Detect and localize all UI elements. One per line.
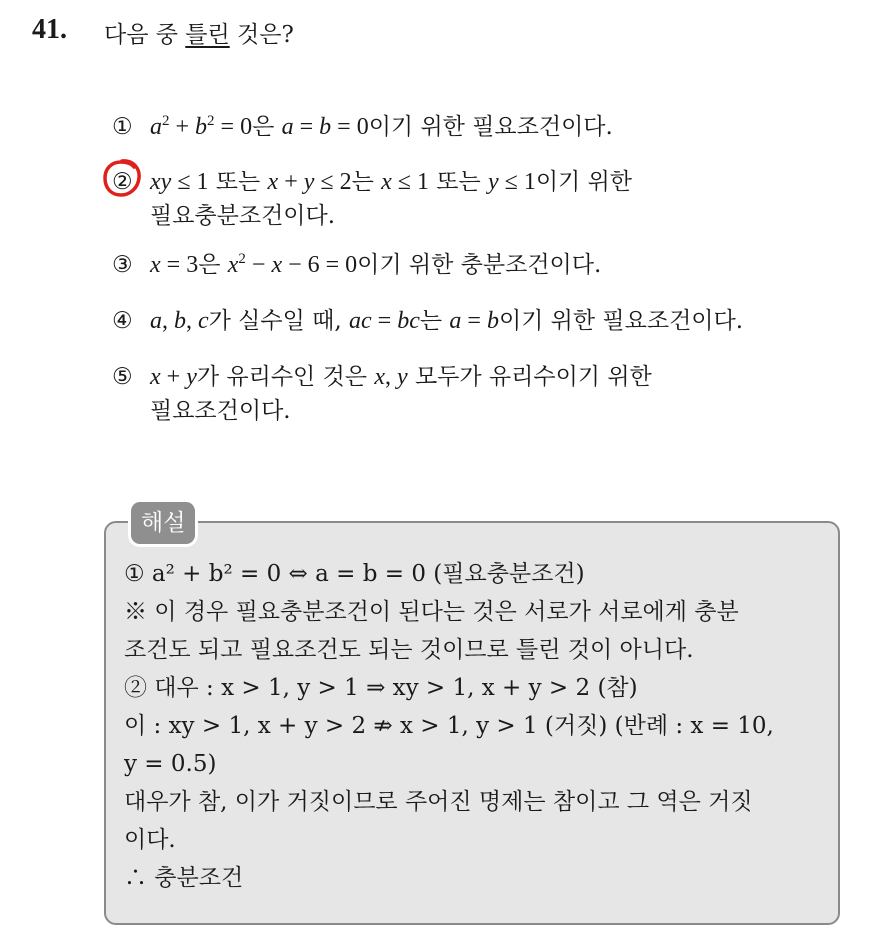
choice-number: ④ <box>112 308 133 334</box>
choice-text: 또는 <box>428 169 488 195</box>
choice-text: 이기 위한 충분조건이다. <box>357 252 602 278</box>
solution-line: 이 : xy > 1, x + y > 2 ⇏ x > 1, y > 1 (거짓) (반례 : x = 10, <box>124 713 774 739</box>
choice-math: x + y ≤ 2 <box>267 169 352 195</box>
choice-math: x, y <box>374 364 408 390</box>
choice-text: 이기 위한 필요조건이다. <box>368 114 613 140</box>
choice-math: a = b = 0 <box>281 114 369 140</box>
choice-text: 이기 위한 <box>535 169 633 195</box>
choice-5[interactable] <box>112 360 652 424</box>
choice-text: 이기 위한 필요조건이다. <box>498 308 744 334</box>
choice-number: ② <box>112 169 133 195</box>
question-number: 41. <box>32 14 67 45</box>
solution-line: 조건도 되고 필요조건도 되는 것이므로 틀린 것이 아니다. <box>124 637 694 663</box>
choice-math: ac = bc <box>349 308 420 334</box>
choice-math: x ≤ 1 <box>381 169 429 195</box>
choice-text: 는 <box>351 169 382 195</box>
choice-math: $a^2 + b^2 = 0$ <box>150 113 253 140</box>
choice-math: a, b, c <box>150 308 209 334</box>
choice-text: 또는 <box>208 169 268 195</box>
question-suffix: 것은? <box>229 22 294 48</box>
solution-line: y = 0.5) <box>124 751 217 777</box>
choice-number: ① <box>112 114 133 140</box>
question-prefix: 다음 중 <box>104 22 186 48</box>
choice-text: 은 <box>252 114 282 140</box>
choice-math: x + y <box>150 364 197 390</box>
choice-math: xy ≤ 1 <box>150 169 209 195</box>
solution-line: ※ 이 경우 필요충분조건이 된다는 것은 서로가 서로에게 충분 <box>124 599 739 625</box>
choice-text: 은 <box>198 252 228 278</box>
solution-line: ① a² + b² = 0 ⇔ a = b = 0 (필요충분조건) <box>124 561 585 587</box>
choice-number: ③ <box>112 252 133 278</box>
choice-text-wrap: 필요충분조건이다. <box>150 203 336 229</box>
choice-text: 는 <box>419 308 450 334</box>
solution-line: 이다. <box>124 827 176 853</box>
choice-math: a = b <box>449 308 499 334</box>
choice-1[interactable] <box>112 110 613 144</box>
choice-text: 가 실수일 때, <box>208 308 349 334</box>
solution-line: 대우가 참, 이가 거짓이므로 주어진 명제는 참이고 그 역은 거짓 <box>124 789 753 815</box>
choice-text-wrap: 필요조건이다. <box>150 398 291 424</box>
solution-line: ② 대우 : x > 1, y > 1 ⇒ xy > 1, x + y > 2 (참) <box>124 675 638 701</box>
choice-math: y ≤ 1 <box>488 169 536 195</box>
choice-4[interactable] <box>112 304 743 338</box>
question-text <box>104 16 294 49</box>
choice-text: 모두가 유리수이기 위한 <box>407 364 652 390</box>
solution-line: ∴ 충분조건 <box>124 865 244 891</box>
choice-number: ⑤ <box>112 364 133 390</box>
choice-text: 가 유리수인 것은 <box>196 364 375 390</box>
question-emphasis: 틀린 <box>185 22 230 48</box>
choice-math: x = 3 <box>150 252 199 278</box>
choice-2[interactable] <box>112 165 633 229</box>
solution-tag: 해설 <box>128 499 198 547</box>
choice-math: $x^2 - x - 6 = 0$ <box>227 251 358 278</box>
choice-3[interactable] <box>112 248 601 282</box>
